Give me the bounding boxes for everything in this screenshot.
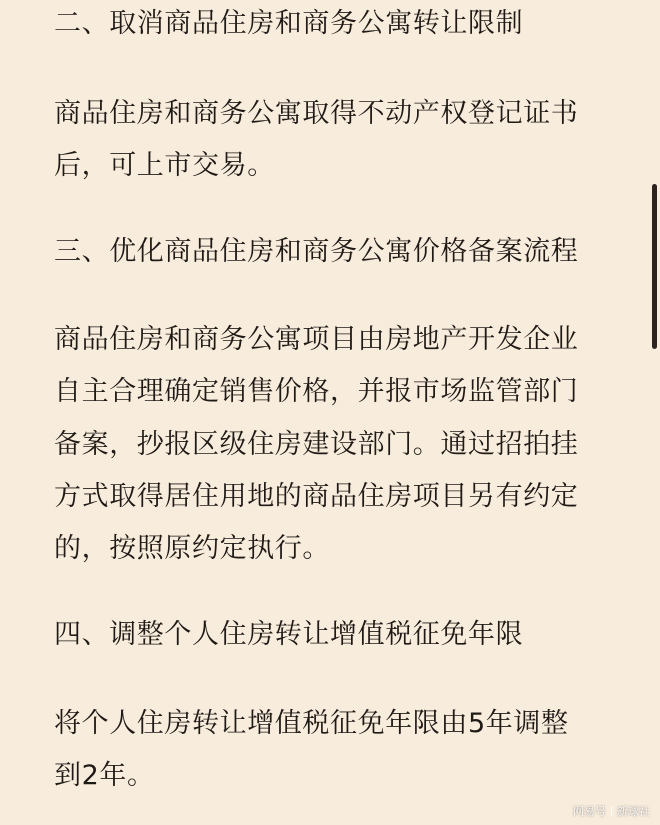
section-heading-3: 三、优化商品住房和商务公寓价格备案流程 — [54, 236, 579, 267]
section-heading-4: 四、调整个人住房转让增值税征免年限 — [54, 619, 524, 650]
paragraph-line: 商品住房和商务公寓取得不动产权登记证书 — [54, 98, 579, 129]
watermark — [573, 803, 650, 819]
paragraph-line: 自主合理确定销售价格，并报市场监管部门 — [54, 376, 579, 407]
watermark-source: 网易号 — [573, 805, 606, 818]
paragraph-line: 将个人住房转让增值税征免年限由5年调整 — [54, 708, 569, 739]
watermark-publisher: 新球社 — [617, 805, 650, 818]
paragraph-line: 到2年。 — [54, 760, 155, 791]
scrollbar[interactable] — [652, 184, 657, 349]
section-heading-2: 二、取消商品住房和商务公寓转让限制 — [54, 8, 524, 39]
paragraph-line: 备案，抄报区级住房建设部门。通过招拍挂 — [54, 429, 579, 460]
watermark-divider — [611, 806, 612, 816]
paragraph-line: 的，按照原约定执行。 — [54, 533, 330, 564]
paragraph-line: 商品住房和商务公寓项目由房地产开发企业 — [54, 324, 579, 355]
paragraph-line: 后，可上市交易。 — [54, 150, 275, 181]
paragraph-line: 方式取得居住用地的商品住房项目另有约定 — [54, 481, 579, 512]
